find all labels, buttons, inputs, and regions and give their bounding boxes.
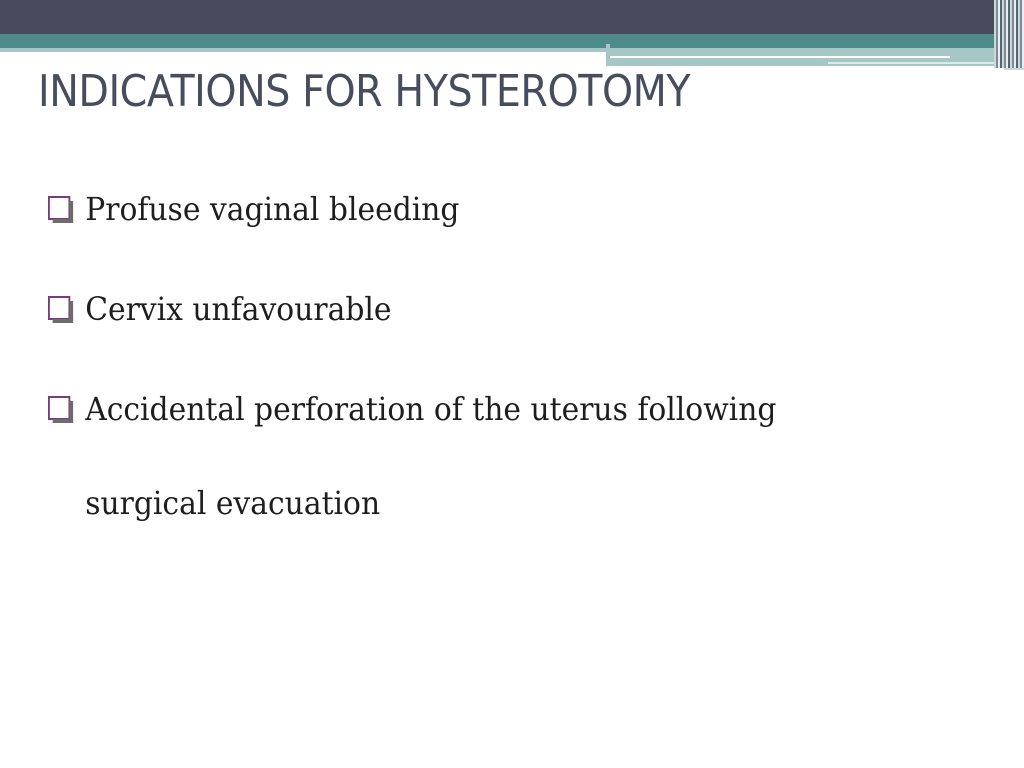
bullet-item — [48, 282, 922, 336]
checkbox-bullet-icon — [48, 296, 70, 320]
bullet-text: Cervix unfavourable — [85, 290, 392, 328]
header-stripes-decoration — [994, 0, 1024, 68]
bullet-text: Accidental perforation of the uterus following surgical evacuation — [85, 390, 777, 522]
slide-title: INDICATIONS FOR HYSTEROTOMY — [38, 66, 691, 117]
bullet-item — [48, 362, 922, 550]
header-teal-band — [0, 34, 1024, 48]
checkbox-bullet-icon — [48, 396, 70, 420]
header-accent-line — [610, 56, 950, 58]
header-stripes-tail — [1004, 68, 1024, 70]
header-accent-line-secondary — [828, 62, 1004, 64]
bullet-text: Profuse vaginal bleeding — [85, 190, 460, 228]
header-light-band-left — [0, 48, 606, 52]
bullet-item — [48, 182, 922, 236]
checkbox-bullet-icon — [48, 196, 70, 220]
header-dark-band — [0, 0, 1024, 34]
bullet-list — [48, 182, 988, 596]
